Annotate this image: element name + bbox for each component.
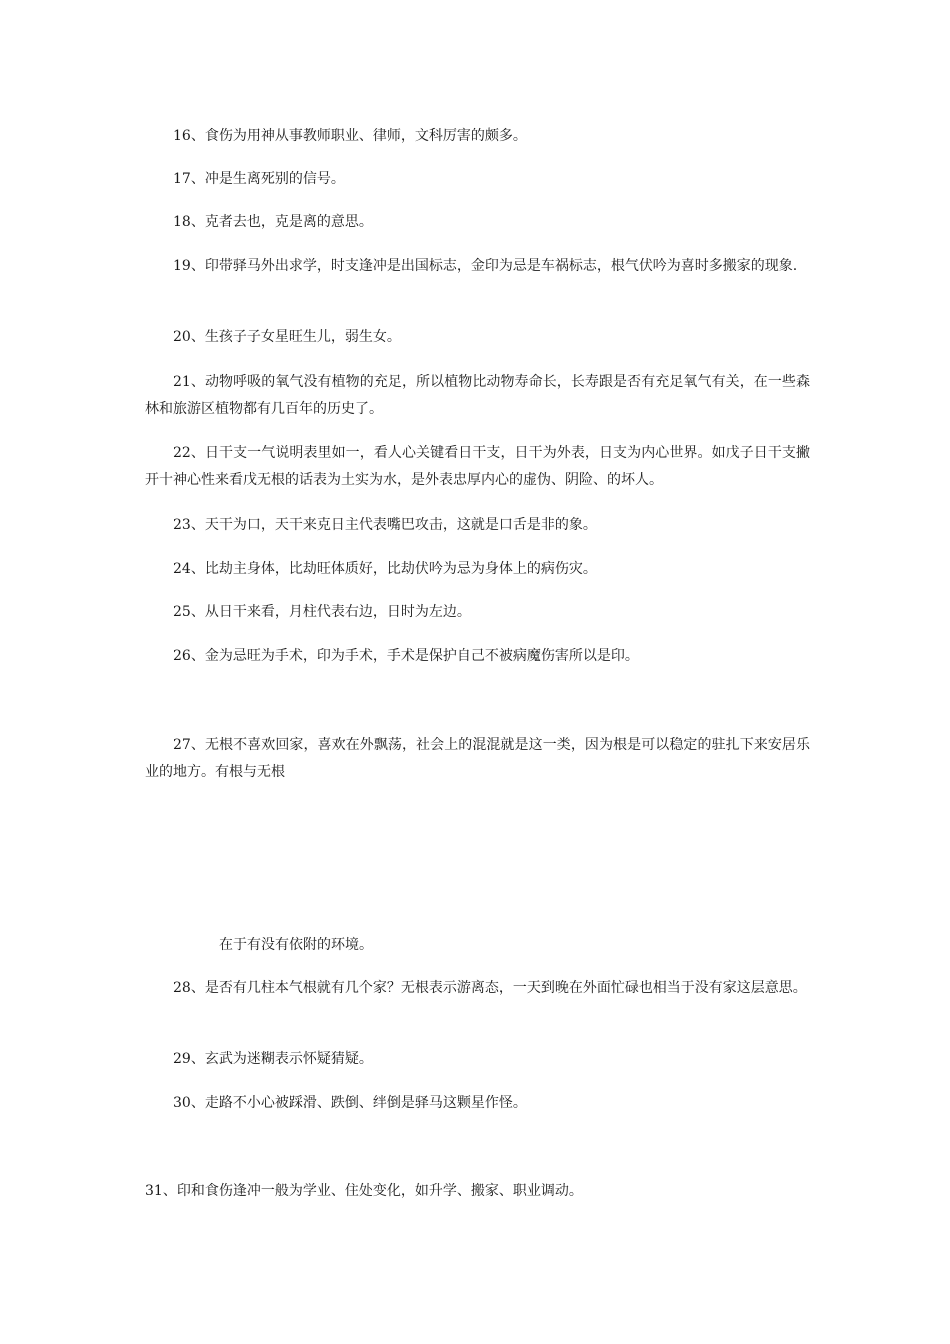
paragraph-27: 27、无根不喜欢回家，喜欢在外飘荡，社会上的混混就是这一类，因为根是可以稳定的驻扎下来安居乐业的地方。有根与无根 <box>145 737 810 780</box>
paragraph-27-continued: 在于有没有依附的环境。 <box>219 937 373 953</box>
paragraph-29: 29、玄武为迷糊表示怀疑猜疑。 <box>173 1051 373 1067</box>
paragraph-22: 22、日干支一气说明表里如一，看人心关键看日干支，日干为外表，日支为内心世界。如戊子日干支撇开十神心性来看戊无根的话表为土实为水，是外表忠厚内心的虚伪、阴险、的坏人。 <box>145 445 810 488</box>
paragraph-20: 20、生孩子子女星旺生儿，弱生女。 <box>173 329 401 345</box>
paragraph-16: 16、食伤为用神从事教师职业、律师，文科厉害的颇多。 <box>173 128 527 144</box>
paragraph-18: 18、克者去也，克是离的意思。 <box>173 214 373 230</box>
paragraph-23: 23、天干为口，天干来克日主代表嘴巴攻击，这就是口舌是非的象。 <box>173 517 597 533</box>
paragraph-17: 17、冲是生离死别的信号。 <box>173 171 345 187</box>
paragraph-25: 25、从日干来看，月柱代表右边，日时为左边。 <box>173 604 471 620</box>
paragraph-21: 21、动物呼吸的氧气没有植物的充足，所以植物比动物寿命长，长寿跟是否有充足氧气有关，在一些森林和旅游区植物都有几百年的历史了。 <box>145 374 810 417</box>
paragraph-24: 24、比劫主身体，比劫旺体质好，比劫伏吟为忌为身体上的病伤灾。 <box>173 561 597 577</box>
paragraph-28: 28、是否有几柱本气根就有几个家？无根表示游离态，一天到晚在外面忙碌也相当于没有家这层意思。 <box>173 980 807 996</box>
paragraph-26: 26、金为忌旺为手术，印为手术，手术是保护自己不被病魔伤害所以是印。 <box>173 648 639 664</box>
paragraph-31: 31、印和食伤逢冲一般为学业、住处变化，如升学、搬家、职业调动。 <box>145 1183 583 1199</box>
paragraph-30: 30、走路不小心被踩滑、跌倒、绊倒是驿马这颗星作怪。 <box>173 1095 527 1111</box>
paragraph-19: 19、印带驿马外出求学，时支逢冲是出国标志，金印为忌是车祸标志，根气伏吟为喜时多搬家的现象. <box>173 258 798 274</box>
